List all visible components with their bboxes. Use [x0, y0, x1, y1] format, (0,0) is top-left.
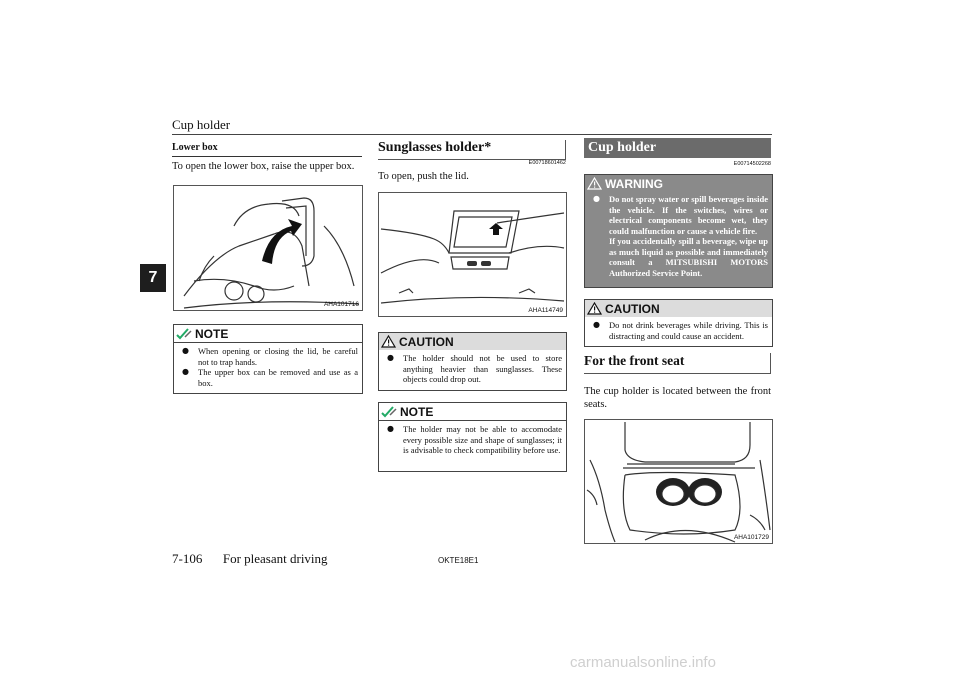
- footer-page-label: [172, 551, 328, 567]
- warning-label: WARNING: [605, 176, 663, 191]
- note-item: ● The holder may not be able to accomodate every possible size and shape of sunglasses; it is advisable to check compatibility before use.: [387, 424, 562, 455]
- lower-box-heading: Lower box: [172, 140, 362, 157]
- note-box-middle: [378, 402, 567, 472]
- warning-item: If you accidentally spill a beverage, wipe up as much liquid as possible and immediately consult a MITSUBISHI MOTORS Authorized Service Point.: [609, 236, 768, 278]
- cup-holder-title-bar: [584, 138, 771, 158]
- caution-label: CAUTION: [605, 301, 660, 316]
- figure-code: AHA114749: [528, 307, 563, 314]
- sunglasses-body: To open, push the lid.: [378, 171, 469, 182]
- warning-triangle-icon: [381, 335, 396, 348]
- note-icon: [176, 327, 192, 340]
- note-label: NOTE: [195, 326, 229, 341]
- lower-box-figure: [173, 185, 363, 311]
- note-item: ● When opening or closing the lid, be careful not to trap hands.: [182, 346, 358, 367]
- front-seat-body: The cup holder is located between the front seats.: [584, 386, 771, 410]
- note-item: ● The upper box can be removed and use as a box.: [182, 367, 358, 388]
- lower-box-body: To open the lower box, raise the upper box.: [172, 161, 355, 172]
- caution-item: ● The holder should not be used to store anything heavier than sunglasses. These objects could drop out.: [387, 353, 562, 384]
- front-seat-section: [584, 353, 771, 411]
- left-column: [172, 140, 362, 173]
- push-arrow-icon: [489, 223, 503, 235]
- warning-item: ● Do not spray water or spill beverages inside the vehicle. If the switches, wires or electrical components become wet, they could malfunction or cause a vehicle fire.: [593, 194, 768, 236]
- chapter-tab: 7: [140, 264, 166, 292]
- note-box-left: [173, 324, 363, 394]
- cup-holder-illustration: [585, 420, 772, 543]
- caution-box-right: [584, 299, 773, 347]
- caution-label: CAUTION: [399, 334, 454, 349]
- section-code: E00714502268: [733, 161, 771, 167]
- cup-holder-title: Cup holder: [588, 140, 657, 155]
- caution-item: ● Do not drink beverages while driving. This is distracting and could cause an accident.: [593, 320, 768, 341]
- note-icon: [381, 405, 397, 418]
- overhead-console-illustration: [379, 193, 566, 316]
- section-code: E00718601462: [528, 160, 566, 166]
- warning-box: [584, 174, 773, 288]
- footer-doc-code: OKTE18E1: [438, 556, 479, 565]
- header-rule: [172, 134, 772, 135]
- page-number: 7-106: [172, 551, 203, 566]
- sunglasses-title: Sunglasses holder*: [378, 140, 566, 160]
- arrow-icon: [262, 219, 302, 264]
- caution-box-middle: [378, 332, 567, 391]
- middle-column: [378, 140, 566, 183]
- running-header: Cup holder: [172, 117, 231, 132]
- warning-triangle-icon: [587, 302, 602, 315]
- warning-triangle-icon: [587, 177, 602, 190]
- figure-code: AHA101729: [733, 534, 769, 541]
- footer-section: For pleasant driving: [222, 551, 328, 566]
- figure-code: AHA101716: [323, 301, 359, 308]
- sunglasses-figure: [378, 192, 567, 317]
- armrest-illustration: [174, 186, 362, 310]
- note-label: NOTE: [400, 404, 434, 419]
- cup-holder-figure: [584, 419, 773, 544]
- watermark: carmanualsonline.info: [570, 654, 716, 671]
- front-seat-title: For the front seat: [584, 353, 771, 374]
